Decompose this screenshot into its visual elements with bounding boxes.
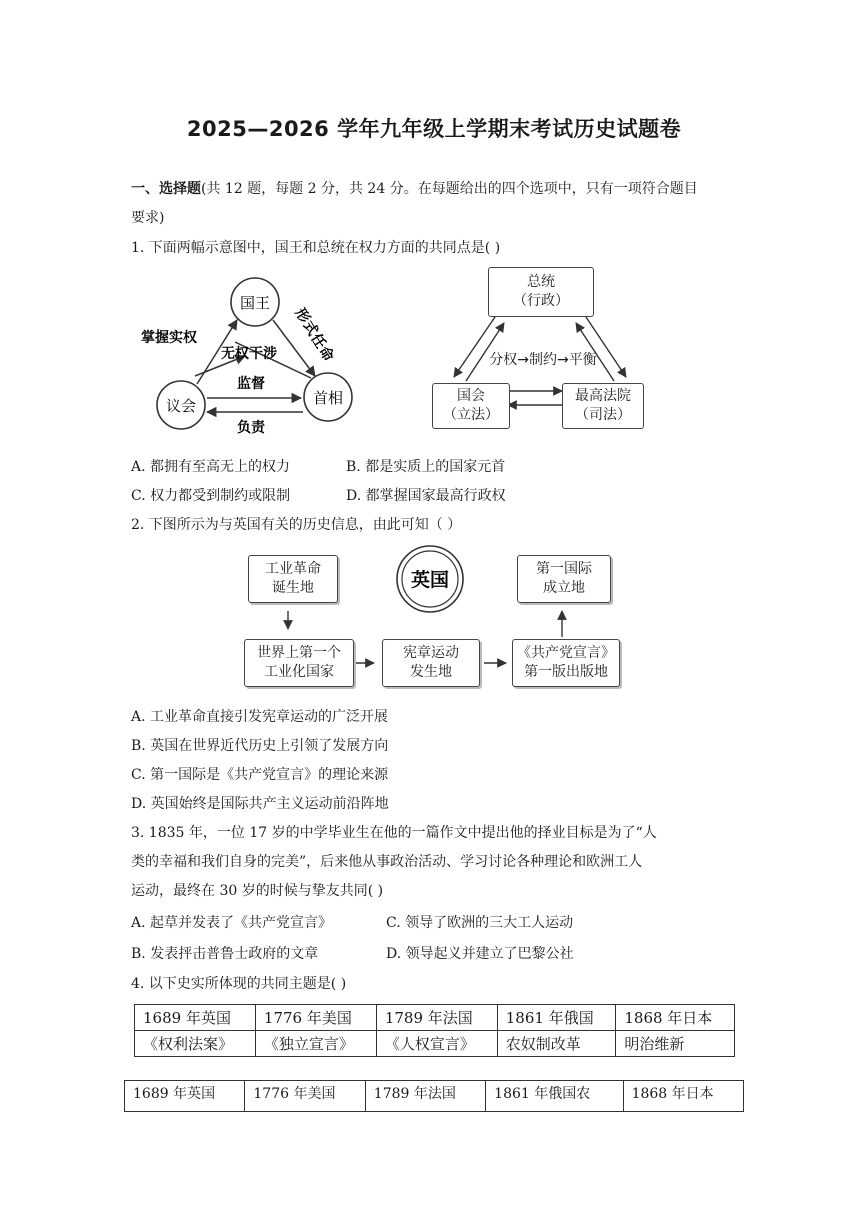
britain-label: 英国 <box>410 569 450 591</box>
table-cell: 明治维新 <box>616 1031 735 1057</box>
question-2-stem: 2. 下图所示为与英国有关的历史信息，由此可知（ ） <box>131 517 462 533</box>
table-cell: 1868 年日本 <box>616 1005 735 1031</box>
table-row <box>125 1081 744 1112</box>
court-label: 最高法院 <box>575 388 631 404</box>
table-cell: 1689 年英国 <box>125 1081 245 1112</box>
table-cell: 《独立宣言》 <box>255 1031 376 1057</box>
q1-option-d[interactable]: D. 都掌握国家最高行政权 <box>346 488 506 504</box>
first-country-line2: 工业化国家 <box>264 664 334 680</box>
question-1-stem: 1. 下面两幅示意图中，国王和总统在权力方面的共同点是( ) <box>131 240 501 256</box>
table-row <box>135 1005 735 1031</box>
section-instruction-line1: (共 12 题，每题 2 分，共 24 分。在每题给出的四个选项中，只有一项符合题目 <box>201 181 698 197</box>
q3-option-a[interactable]: A. 起草并发表了《共产党宣言》 <box>131 915 333 931</box>
chartist-line1: 宪章运动 <box>403 645 459 661</box>
q1-option-c[interactable]: C. 权力都受到制约或限制 <box>131 488 291 504</box>
q3-option-b[interactable]: B. 发表抨击普鲁士政府的文章 <box>131 946 319 962</box>
chartist-box <box>382 639 480 687</box>
manifesto-line2: 第一版出版地 <box>524 664 608 680</box>
president-box <box>488 267 594 317</box>
industrial-line2: 诞生地 <box>272 580 314 596</box>
section-instruction-line2: 要求) <box>131 210 165 226</box>
table-row <box>135 1031 735 1057</box>
table-cell: 1789 年法国 <box>376 1005 497 1031</box>
first-international-box <box>517 555 611 603</box>
executive-label: （行政） <box>513 293 569 309</box>
first-international-line1: 第一国际 <box>536 561 592 577</box>
judicial-label: （司法） <box>575 407 631 423</box>
real-power-label: 掌握实权 <box>141 330 197 346</box>
king-label: 国王 <box>239 294 271 312</box>
first-country-line1: 世界上第一个 <box>257 645 341 661</box>
industrial-line1: 工业革命 <box>265 561 321 577</box>
pm-label: 首相 <box>312 389 344 407</box>
responsible-label: 负责 <box>237 420 265 435</box>
q4-table-2 <box>124 1080 744 1112</box>
q2-option-d[interactable]: D. 英国始终是国际共产主义运动前沿阵地 <box>131 796 389 812</box>
supervise-label: 监督 <box>237 376 265 392</box>
president-label: 总统 <box>527 274 555 290</box>
q2-option-b[interactable]: B. 英国在世界近代历史上引领了发展方向 <box>131 738 389 754</box>
table-cell: 农奴制改革 <box>497 1031 616 1057</box>
table-cell: 1861 年俄国农 <box>486 1081 623 1112</box>
q3-option-c[interactable]: C. 领导了欧洲的三大工人运动 <box>386 915 574 931</box>
congress-box <box>432 383 510 429</box>
congress-label: 国会 <box>457 388 485 404</box>
industrial-box <box>248 555 338 603</box>
q1-option-a[interactable]: A. 都拥有至高无上的权力 <box>131 459 291 475</box>
q3-option-d[interactable]: D. 领导起义并建立了巴黎公社 <box>386 946 574 962</box>
first-industrial-country-box <box>244 639 354 687</box>
manifesto-box <box>512 639 620 687</box>
table-cell: 1861 年俄国 <box>497 1005 616 1031</box>
table-cell: 《人权宣言》 <box>376 1031 497 1057</box>
manifesto-line1: 《共产党宣言》 <box>517 645 615 661</box>
q2-britain-diagram <box>240 545 630 695</box>
q2-option-c[interactable]: C. 第一国际是《共产党宣言》的理论来源 <box>131 767 389 783</box>
section-heading: 一、选择题 <box>131 181 201 197</box>
no-interference-label: 无权干涉 <box>221 346 277 362</box>
table-cell: 1789 年法国 <box>365 1081 485 1112</box>
table-cell: 1868 年日本 <box>623 1081 743 1112</box>
separation-label: 分权→制约→平衡 <box>489 352 597 368</box>
page-title: 2025—2026 学年九年级上学期末考试历史试题卷 <box>186 117 682 141</box>
parliament-label: 议会 <box>165 397 197 415</box>
q3-stem-line3: 运动，最终在 30 岁的时候与挚友共同( ) <box>131 883 384 899</box>
q2-option-a[interactable]: A. 工业革命直接引发宪章运动的广泛开展 <box>131 709 389 725</box>
q3-stem-line1: 3. 1835 年，一位 17 岁的中学毕业生在他的一篇作文中提出他的择业目标是为了“人 <box>131 825 657 841</box>
chartist-line2: 发生地 <box>410 664 452 680</box>
q4-table-1 <box>134 1004 735 1057</box>
court-box <box>562 383 644 429</box>
q3-stem-line2: 类的幸福和我们自身的完美”，后来他从事政治活动、学习讨论各种理论和欧洲工人 <box>131 854 643 870</box>
q1-monarchy-diagram <box>135 270 365 435</box>
q1-us-diagram <box>430 265 650 435</box>
table-cell: 1776 年美国 <box>245 1081 365 1112</box>
question-4-stem: 4. 以下史实所体现的共同主题是( ) <box>131 976 347 992</box>
first-international-line2: 成立地 <box>543 580 585 596</box>
table-cell: 1776 年美国 <box>255 1005 376 1031</box>
legislative-label: （立法） <box>443 407 499 423</box>
q1-option-b[interactable]: B. 都是实质上的国家元首 <box>346 459 506 475</box>
formal-appoint-label: 形式任命 <box>291 305 337 366</box>
table-cell: 1689 年英国 <box>135 1005 256 1031</box>
table-cell: 《权利法案》 <box>135 1031 256 1057</box>
section-instruction <box>131 178 698 198</box>
